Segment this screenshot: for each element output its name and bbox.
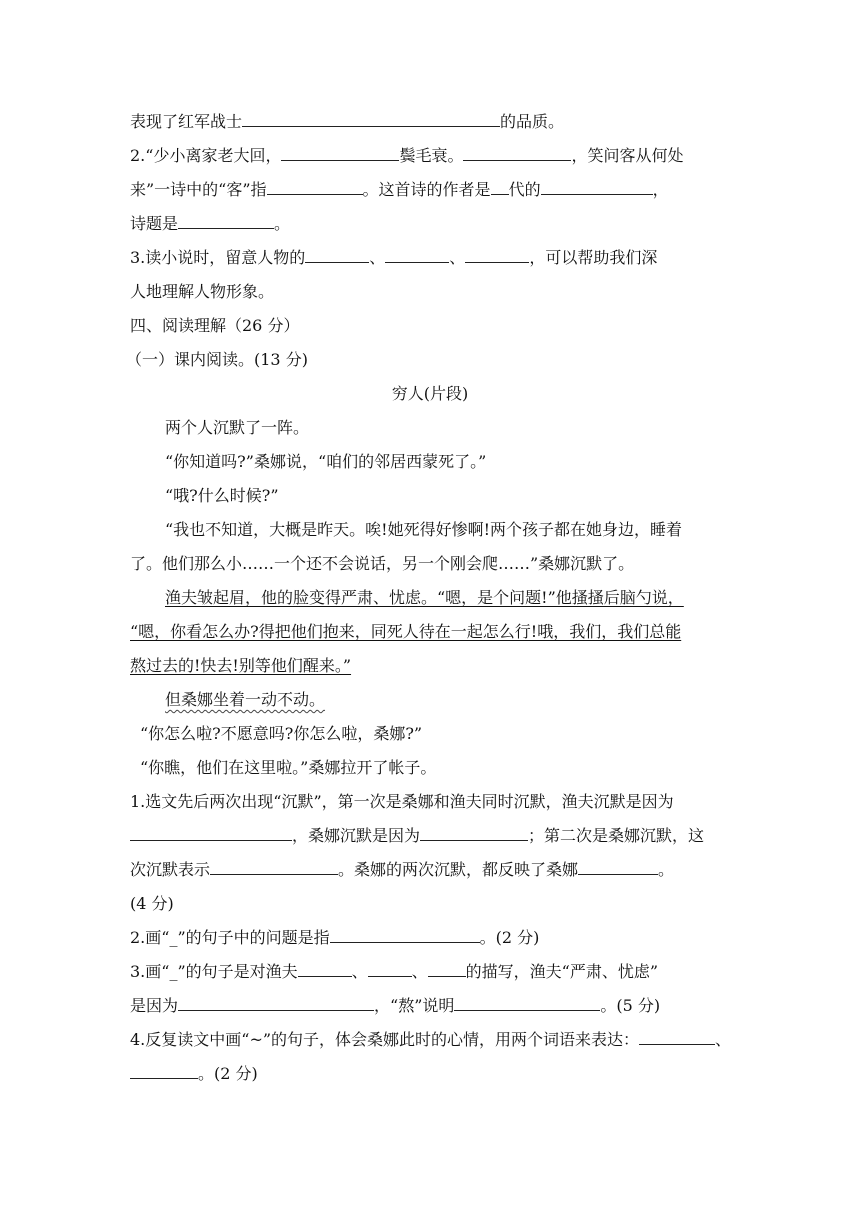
question-1-line-2: ，桑娜沉默是因为 ；第二次是桑娜沉默，这 (130, 826, 704, 846)
question-1-points: (4 分) (130, 894, 174, 913)
passage-paragraph: “你瞧，他们在这里啦。”桑娜拉开了帐子。 (140, 758, 437, 777)
answer-blank[interactable] (298, 962, 352, 977)
answer-blank[interactable] (491, 180, 509, 195)
answer-blank[interactable] (130, 1064, 198, 1079)
passage-paragraph: “你怎么啦?不愿意吗?你怎么啦，桑娜?” (140, 724, 423, 743)
underlined-sentence: “嗯，你看怎么办?得把他们抱来，同死人待在一起怎么行!哦，我们，我们总能 (130, 622, 682, 641)
passage-paragraph: “我也不知道，大概是昨天。唉!她死得好惨啊!两个孩子都在她身边，睡着 (165, 520, 683, 539)
passage-paragraph: 了。他们那么小……一个还不会说话，另一个刚会爬……”桑娜沉默了。 (130, 554, 635, 573)
passage-title: 穷人(片段) (391, 384, 469, 403)
answer-blank[interactable] (428, 962, 466, 977)
question-2-line-2: 来”一诗中的“客”指 。这首诗的作者是 代的 ， (130, 180, 669, 199)
underlined-sentence: 渔夫皱起眉，他的脸变得严肃、忧虑。“嗯，是个问题!”他搔搔后脑勺说， (165, 588, 684, 607)
passage-paragraph: 两个人沉默了一阵。 (165, 418, 310, 437)
answer-blank[interactable] (385, 248, 449, 263)
answer-blank[interactable] (267, 180, 363, 195)
answer-blank[interactable] (639, 1030, 715, 1045)
passage-paragraph: “哦?什么时候?” (165, 486, 279, 505)
answer-blank[interactable] (368, 962, 412, 977)
answer-blank[interactable] (130, 826, 292, 841)
question-1-line-1: 1.选文先后两次出现“沉默”，第一次是桑娜和渔夫同时沉默，渔夫沉默是因为 (130, 792, 674, 811)
answer-blank[interactable] (210, 860, 338, 875)
answer-blank[interactable] (578, 860, 658, 875)
question-4-line-1: 4.反复读文中画“~”的句子，体会桑娜此时的心情，用两个词语来表达： 、 (130, 1030, 732, 1049)
answer-blank[interactable] (305, 248, 369, 263)
question-2-line-1: 2.“少小离家老大回， 鬓毛衰。 ，笑问客从何处 (130, 146, 684, 165)
question-3-line-2: 是因为 ，“熬”说明 。(5 分) (130, 996, 661, 1015)
answer-blank[interactable] (454, 996, 600, 1011)
question-4-line-2: 。(2 分) (130, 1064, 258, 1084)
question-3-line-1: 3.读小说时，留意人物的 、 、 ，可以帮助我们深 (130, 248, 658, 267)
answer-blank[interactable] (465, 248, 529, 263)
section-heading: 四、阅读理解（26 分） (130, 316, 300, 335)
question-1-line-3: 次沉默表示 。桑娜的两次沉默，都反映了桑娜 。 (130, 860, 675, 879)
answer-blank[interactable] (178, 996, 374, 1011)
question-2: 2.画“_”的句子中的问题是指 。(2 分) (130, 928, 540, 947)
answer-blank[interactable] (541, 180, 653, 195)
question-2-line-3: 诗题是 。 (130, 214, 291, 233)
passage-paragraph: “你知道吗?”桑娜说，“咱们的邻居西蒙死了。” (165, 452, 487, 471)
answer-blank[interactable] (242, 112, 500, 127)
line-red-army: 表现了红军战士 的品质。 (130, 112, 565, 131)
answer-blank[interactable] (281, 146, 399, 161)
answer-blank[interactable] (330, 928, 480, 943)
answer-blank[interactable] (420, 826, 528, 841)
wavy-underlined-sentence: 但桑娜坐着一动不动。 (165, 690, 326, 709)
question-3-line-1: 3.画“_”的句子是对渔夫 、 、 的描写，渔夫“严肃、忧虑” (130, 962, 659, 981)
answer-blank[interactable] (463, 146, 571, 161)
question-3-line-2: 人地理解人物形象。 (130, 282, 275, 301)
subsection-heading: （一）课内阅读。(13 分) (126, 350, 308, 369)
underlined-sentence: 熬过去的!快去!别等他们醒来。” (130, 656, 352, 675)
answer-blank[interactable] (178, 214, 274, 229)
